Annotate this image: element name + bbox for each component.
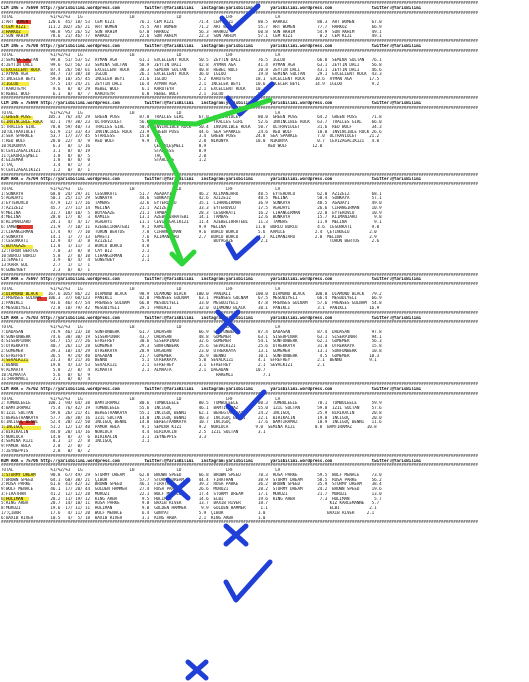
race-block <box>1 39 528 96</box>
runner-row: 8:MURUZI 19.6 17/ 11/ 11 HOLIMAN 9.0 GOLDEN HAMMER 9.9 GOLDEN HAMMER 1.1 ELBI 2.1 <box>1 506 377 511</box>
runner-row: 3:FIRATHAN 41.2 12/ 12/ 28 MURUZI 22.1 WOLF MENACE 17.4 STORMY DREAM 17.1 MURUZI 21.7 MURUZI 13.0 <box>1 491 382 496</box>
separator-line: ################################################################################################################################################################################################# <box>1 282 478 287</box>
separator-line: ################################################################################################################################################################################################# <box>1 382 478 387</box>
runner-row: 12:TORUN BERTUS 7.0 3/ 8/ 8 CAY BIZ 2.1 <box>1 248 150 253</box>
runner-row: 5:UTREKKAYA 40.7 26/ 11/ 28 GÖMEMER 29.3 SUNFUNBERK 25.6 SEVALKIZI 25.6 UTREKKAYA 31.0 UTREKKAYA 15.8 <box>1 344 382 349</box>
runner-row: 2:GÖMEMER 39.3 10/ 14/ 29 UTREKKAYA 28.9 DAGADAN 23.0 UTREKKAYA 13.1 GÖMEMER 13.1 SUNFUNBERK 10.8 <box>1 348 382 353</box>
runner-row: 3:BIRIKACIN 44.0 20/ 14/ 16 NURLUCA 4.4 BIRIKACIN 2.5 IZIL SULTAN 3.1 <box>1 429 266 434</box>
runner-row: 1:AYMAN AGA 84.7 73/ 38/ 18 IGLOO 26.1 EXCELLENT ROCK 36.0 IGLOO 19.8 SEMINA SULTAN 29.1 EXCELLENT ROCK 43.3 <box>1 72 382 77</box>
runner-row: 10:NIKONYA 6.3 0/ 1/ 16 ÇEKURÇEŞMELI 0.9 RED WOLF 12.0 <box>1 143 323 148</box>
runner-row: 7:DADASAN 74.9 46/ 23/ 18 SUNFUNBERK 61.7 DADASAN 66.9 SUNFUNBERK 87.4 DADASAN 87.4 DADASAN 97.8 <box>1 329 382 334</box>
runner-row: 6:EFREFREY 36.5 9/ 24/ 40 DAGADAN 21.7 GÖMEMER 16.9 BENNU 10.1 SUNFUNBERK 4.5 GÖMEMER 10.3 <box>1 353 380 358</box>
runner-row: 9:WOLF MENACE 46.1 17/ 20/ 44 GOLDEN HAMMER 27.4 ROSA PARKE 26.6 MURUZI 20.2 STORMY DREAM 24.2 BROWN SPEED 19.6 <box>1 487 382 492</box>
runner-row: 1:TAÇ 1.4 0/ 1/ 3 <box>1 163 90 168</box>
runner-row: 7:ZEYNEPPIS 2.8 0/ 0/ 2 <box>1 448 90 453</box>
column-header: TOTAL %1/%2/%3 LG LB LD LRF LA <box>1 325 281 330</box>
runner-row: 17:ÇIBOR 17.6 4/ 11/ 20 WOLF MENACE 6.4 GÜNYAT 5.9 ÇIBOR 1.0 BAXIB RIVER 2.1 <box>1 510 375 515</box>
runner-row: 9:ALMAATA 5.8 2/ 0/ 4 ALMAATA 2.1 ALMAATA 2.1 DAGADAN 10.7 <box>1 367 266 372</box>
runner-row: 10:ALMAATA 5.6 0/ 6/ 9 HAREMLI 7.1 <box>1 372 271 377</box>
column-header: TOTAL %1/%2/%3 LG LB LD LRF LA <box>1 286 281 291</box>
runner-row: 7:CESURKATI 12.9 4/ 3/ 8 AZIZEIZ 5.9 BOYAGAZE 2.1 TORUN BERTUS 2.6 <box>1 239 380 244</box>
runner-row: 4:BAMTIRAMAZ 75.4 76/ 42/ 19 TUMBULEELE 55.6 INCIGÖÇ 46.1 BAMTIRAMAZ 55.0 IZIL SULTAN 59.0 IZIL SULTAN 57.6 <box>1 406 382 411</box>
runner-row: 1:STORMY DREAM 90.8 67/ 49/ 29 STORMY DREAM 62.8 BROWN SPEED 66.8 BROWN SPEED 70.3 ROSA PARKE 59.5 WOLF MENACE 73.0 <box>1 472 382 477</box>
race-rows <box>1 192 528 273</box>
runner-row: 2:CIHANGIRMAN 17.4 9/ 7/ 10 TORUN BERTUS 7.8 CIHANGIRMAN 9.6 BURCU BURCU 5.6 KAMILE 2.4 ÇETINOGLU 2.0 <box>1 229 377 234</box>
separator-line: ################################################################################################################################################################################################# <box>1 10 478 15</box>
separator-line: ################################################################################################################################################################################################# <box>1 320 478 325</box>
race-rows <box>1 330 528 382</box>
runner-row: 7:BROWN SPEED 64.1 60/ 30/ 21 ÇIBOR 57.7 STORMY DREAM 44.4 FIRATHAN 38.9 STORMY DREAM 58.5 ROSA PARKE 56.2 <box>1 477 382 482</box>
separator-line: ################################################################################################################################################################################################# <box>1 105 478 110</box>
runner-row: 6:TAMBAS 21.9 7/ 10/ 11 AZEBELIRHATEBI 9.1 KAMILE 9.9 MELINA 11.0 BURCU BURCU 4.6 CESURKATI 9.0 <box>1 224 380 229</box>
runner-row: 4:SISERPINAR 64.7 15/ 27/ 26 EFREFREY 30.6 SISERPINAR 32.6 GÖMEMER 54.1 SUNFUNBERK 62.1 GÖMEMER 56.3 <box>1 339 382 344</box>
separator-line: ################################################################################################################################################################################################# <box>1 391 478 396</box>
column-header: TOTAL %1/%2/%3 LG LB LD LRF LA <box>1 396 281 401</box>
runner-row: 6:EXCELLENT ROCK 87.4 26/ 50/ 61 EXCELLENT ROCK 38.3 SEMINA SULTAN 40.8 REBEL WOLF 20.8 ZEYTIN DALI 43.1 ZEYTIN DALI 46.6 <box>1 67 382 72</box>
runner-row: 8:IZIL SULTAN 59.8 26/ 21/ 41 BEREGTAANKAYA 55.1 INCIGÖÇ BENNI 62.1 BEREGTAANKAYA 24.2 INCIGÖÇ 25.9 BIRIKACIN 20.8 <box>1 410 382 415</box>
runner-row: 1:INCIGÖÇ 51.2 12/ 13/ 40 PAMUR ABLA 9.1 SEMINA KIZI 9.2 NURLUCA 9.0 SEMINA KIZI 0.8 BAMTIRAMAZ 10.8 <box>1 425 377 430</box>
blue-cross-mark-4 <box>188 662 206 678</box>
separator-line: ################################################################################################################################################################################################# <box>1 48 478 53</box>
runner-row: 9:GÜNEYBEY 2.3 0/ 0/ 1 <box>1 267 90 272</box>
separator-line: ################################################################################################################################################################################################# <box>1 310 478 315</box>
race-header: CIM ING = 75700 http://yarisbilimi.wordpress.com twitter:@YarisBilimi instagram:yarisbilimi yarisbilimi.wordpress.com twitter:@YarisBilimi <box>1 43 422 48</box>
runner-row: 5:TRALLES GIRL 78.8 59/ 40/ 73 TRALLES GIRL 50.4 INVINCIBLE ROCK 50.4 INVINCIBLE ROCK 50.7 ULTRAVIOLET 31.6 RED WOLF 34.3 <box>1 124 382 129</box>
runner-row: 5:AGADAYI 50.1 25/ 11/ 29 SONKAYA 44.6 SONKAYA 42.6 AZIZEIZ 40.5 MELINA 50.4 SONKAYA 57.1 <box>1 196 382 201</box>
runner-row: 8:SUNFUNBERK 74.6 38/ 30/ 19 SISERPINAR 43.7 DADASAN 48.8 GÖMEMER 63.1 SISERPINAR 63.1 SISERPINAR 94.1 <box>1 334 382 339</box>
runner-row: 6:INCIGÖÇ BENNI 52.4 20/ 22/ 50 INCIGÖÇ BENNI 14.0 BEREGTAANKAYA 10.7 INCIGÖÇ 17.6 BAMTIRAMAZ 10.9 INCIGÖÇ BENNI 11.6 <box>1 420 382 425</box>
runner-row: 9:PAMUR ABLA 2.8 2/ 0/ 2 <box>1 444 90 449</box>
runner-row: 4:GIZEMAR 1.8 0/ 0/ 0 STARLESS 1.2 <box>1 158 207 163</box>
column-header: TOTAL %1/%2/%3 LG LB LD LRF LA <box>1 15 281 20</box>
runner-row: 11:EMAETI 3.9 0/ 4/ 4 GÜNEYBEY 2.1 <box>1 258 150 263</box>
separator-line: ################################################################################################################################################################################################# <box>1 1 478 5</box>
runner-row: 6:HOLIMAN 28.2 11/ 19/ 12 KING ARBA 9.5 HOLIMAN 14.6 ELBI 19.6 KING ARBA 7.3 HOLIMAN 5.7 <box>1 496 382 501</box>
separator-line: ################################################################################################################################################################################################# <box>1 272 478 277</box>
blue-cross-mark-3 <box>226 526 246 544</box>
race-block <box>1 454 528 521</box>
race-header: CIM ARA = 75697 http://yarisbilimi.wordpress.com twitter:@YarisBilimi instagram:yarisbilimi yarisbilimi.wordpress.com twitter:@YarisBilimi <box>1 277 422 282</box>
runner-row: 5:KING ARBA 20.7 14/ 10/ 11 ROSA PARKE 9.0 BAXIB RIVER 13.7 BAXIB RIVER 18.7 KIZ KARLEMANNE 5.7 <box>1 501 380 506</box>
runner-row: 7:AZIZEIZ 45.7 27/ 11/ 14 MELINA 21.1 AZIZEIZ 33.3 EYTEROVLU 17.5 AGADAYI 26.6 CIHANGIRMAN 10.9 <box>1 205 382 210</box>
runner-row: 5:BEREGTAANKAYA 57.7 36/ 38/ 16 IZIL SULTAN 14.0 INCIGÖÇ BENNI 40.3 INCIGÖÇ BENNI 22.1 BIRIKACIN 19.0 INCIGÖÇ 20.0 <box>1 415 382 420</box>
runner-row: 3:IGLOO 57.5 14/ 24/ 21 ZEYTIN DALI 16.4 AYMAN AGA 2.1 INCELER BEYI 10.6 INCELER BEYI 14.9 IGLOO 9.2 <box>1 82 380 87</box>
runner-row: 4:MESUDIYELI 72.8 10/ 79/ 42 MESUDIYELI 29.1 PANIKLI 32.0 DIAMOND BLACK 30.1 PANIKLI 3.1 PANIKLI 16.9 <box>1 306 380 310</box>
runner-row: 9:MELINA 31.7 18/ 10/ 5 BOYAGAZE 21.1 TAMBAS 28.3 CESURKATI 16.2 CIHANGIRMAN 22.0 EYTEROVLU 10.9 <box>1 210 382 215</box>
race-block <box>1 273 528 311</box>
runner-row: 4:CEM KIZI 111.2 102/ 26/ 21 ART WOMEN 75.5 ART WOMEN 71.2 ART WOMEN 55.7 ART WOMEN 77.7 HARKOZ 66.9 <box>1 24 382 29</box>
runner-row: 9:CEVIZAGACIKIZI 1.2 0/ 0/ 1 <box>1 167 90 172</box>
runner-row: 2:TUMBULEELE 100.1 94/ 64/ 38 BAMTIRAMAZ 80.6 TUMBULEELE 80.5 TUMBULEELE 80.3 TUMBULEELE 70.1 TUMBULEELE 59.9 <box>1 401 382 406</box>
race-rows <box>1 115 528 172</box>
column-header: TOTAL %1/%2/%3 LG LB LD LRF LA <box>1 110 281 115</box>
race-rows <box>1 401 528 453</box>
race-header: CIM ARA = 75702 http://yarisbilimi.wordpress.com twitter:@YarisBilimi instagram:yarisbilimi yarisbilimi.wordpress.com twitter:@YarisBilimi <box>1 387 422 392</box>
race-rows <box>1 473 528 521</box>
race-header: CIM ING = 75699 http://yarisbilimi.wordpress.com twitter:@YarisBilimi instagram:yarisbilimi yarisbilimi.wordpress.com twitter:@YarisBilimi <box>1 5 422 10</box>
runner-row: 4:SEMINA KIZI 8.3 1/ 2/ 8 INCIGÖÇ 2.1 <box>1 439 150 444</box>
runner-row: 3:SEVALKIZI 23.3 8/ 21/ 36 BENNU 5.1 UTREKKAYA 5.0 SEVALKIZI 4.1 EFREFREY 2.1 BENNU 9.1 <box>1 358 377 363</box>
separator-line: ################################################################################################################################################################################################# <box>1 520 478 525</box>
column-header: TOTAL %1/%2/%3 LG LB LD LRF LA <box>1 468 281 473</box>
runner-row: 6:BAXIB RIVER 10.5 4/ 5/ 18 BAXIB RIVER 3.1 KING ARBA 2.1 KING ARBA 1.0 <box>1 515 266 520</box>
runner-row: 8:CEVIZAGACIKIZI 3.1 0/ 0/ 19 STARLESS 0.9 <box>1 148 207 153</box>
runner-row: 3:DIAMOND BLACK 167.6 105/ 86/ 22 DIAMOND BLACK 98.9 DIAMOND BLACK 100.0 PANIKLI 100.0 DIAMOND BLACK 100.0 DIAMOND BLACK 79.2 <box>1 291 382 296</box>
runner-row: 5:INCELER BEYI 59.0 10/ 35/ 45 INCELER BEYI 21.6 IGLOO 5.2 KAROTEYR 18.1 EXCELLENT ROCK 10.6 AYMAN AGA 17.5 <box>1 77 380 82</box>
runner-row: 5:NURLUCA 14.0 8/ 3/ 6 BIRIKACIN 3.1 ZEYNEPPIS 3.3 <box>1 434 207 439</box>
race-block <box>1 173 528 273</box>
runner-row: 4:MELINA 28.0 17/ 8/ 3 KAMILE 13.1 AZEBELIRHATEBI 14.1 TAMBAS 12.6 BONKAYA 15.7 KLIMANJARO 9.8 <box>1 215 382 220</box>
separator-line: ################################################################################################################################################################################################# <box>1 463 478 468</box>
separator-line: ################################################################################################################################################################################################# <box>1 182 478 187</box>
runner-row: 2:SEMINA SULTAN 99.8 51/ 53/ 52 AYMAN AGA 61.1 EXCELLENT ROCK 50.5 ZEYTIN DALI 76.5 IGLOO 66.8 SEMINA SULTAN 76.1 <box>1 58 382 63</box>
runner-row: 1:SONKAYA 68.0 24/ 29/ 31 CESURKATI 51.7 AGADAYI 46.2 KLIMANJARO 48.5 EYTEROVLU 62.0 AZIZEIZ 68.1 <box>1 191 382 196</box>
race-header: KUM ARA = 75706 http://yarisbilimi.wordpress.com twitter:@YarisBilimi instagram:yarisbilimi yarisbilimi.wordpress.com twitter:@YarisBilimi <box>1 458 422 463</box>
runner-row: 10:ULTRAVIOLET 61.9 21/ 33/ 43 INVINCIBLE ROCK 23.9 GREEN PUSS 44.6 SEA SPARKLE 24.6 RED WOLF 10.0 INVINCIBLE ROCK 26.6 <box>1 129 382 134</box>
results-sheet <box>1 1 528 525</box>
runner-row: 7:KAROTEYR 9.6 0/ 0/ 29 REBEL WOLF 6.1 KAROTEYR 2.1 EXCELLENT ROCK 10.2 <box>1 86 266 91</box>
column-header: TOTAL %1/%2/%3 LG LB LD LRF LA <box>1 186 281 191</box>
runner-row: 3:SONKAYA 14.1 1/ 7/ 13 EMAETI 7.6 KLIMANJARO 2.7 BURCU BURCU 4.2 KLIMANJARO 2.0 MELINA 2.9 <box>1 234 377 239</box>
column-header: TOTAL %1/%2/%3 LG LB LD LRF LA <box>1 53 281 58</box>
runner-row: 10:BURCU BURCU 5.8 2/ 0/ 10 CIHANGIRMAN 2.1 <box>1 253 150 258</box>
race-rows <box>1 20 528 39</box>
race-rows <box>1 292 528 311</box>
runner-row: 1:PANIKLI 93.6 46/ 47/ 54 PRENSES GÜLNAM 66.8 MESUDIYELI 33.0 MESUDIYELI 47.8 PRENSES GÜLNAM 57.6 PRENSES GÜLNAM 54.8 <box>1 301 382 306</box>
runner-row: 3:SEA SPARKLE 53.7 17/ 37/ 45 STARLESS 15.0 TAÇ 3.4 GREEN PUSS 24.8 SEA SPARKLE 7.0 ULTRAVIOLET 21.2 <box>1 134 380 139</box>
runner-row: 7:RED WOLF 28.0 22/ 4/ 9 RED WOLF 9.9 TAÇ 2.8 NIKONYA 18.0 NIKONYA 0.7 CEVIZAGACIKIZI 4.0 <box>1 139 380 144</box>
runner-row: 2:ROSA PARKE 61.6 41/ 42/ 32 BROWN SPEED 46.1 FIRATHAN 39.2 ROSA PARKE 36.2 BROWN SPEED 35.9 STORMY DREAM 38.4 <box>1 482 382 487</box>
runner-row: 5:BOYAGAZE 11.8 1/ 11/ 3 BURCU BURCU 4.8 <box>1 244 150 249</box>
runner-row: 6:INVINCIBLE ROCK 82.1 79/ 30/ 23 ULTRAVIOLET 56.6 SEA SPARKLE 65.9 TRALLES GIRL 52.6 INVINCIBLE ROCK 63.7 TRALLES GIRL 66.0 <box>1 120 382 125</box>
runner-row: 8:REBEL WOLF 6.1 0/ 0/ 7 KAROTEYR 6.0 REBEL WOLF 2.1 IGLOO 8.1 <box>1 91 266 96</box>
runner-row: 2:GREEN PUSS 105.3 76/ 34/ 29 GREEN PUSS 87.0 TRALLES GIRL 67.0 ULTRAVIOLET 80.0 GREEN PUSS 64.2 GREEN PUSS 71.8 <box>1 115 382 120</box>
separator-line: ################################################################################################################################################################################################# <box>1 39 478 44</box>
race-block <box>1 311 528 382</box>
runner-row: 2:PRENSES GÜLNAM 106.3 37/ 60/123 PANIKLI 82.0 PRENSES GÜLNAM 63.1 PRENSES GÜLNAM 67.5 MESUDIYELI 66.4 MESUDIYELI 66.9 <box>1 296 382 301</box>
race-header: CIM ING = 75699 http://yarisbilimi.wordpress.com twitter:@YarisBilimi instagram:yarisbilimi yarisbilimi.wordpress.com twitter:@YarisBilimi <box>1 101 422 106</box>
race-block <box>1 96 528 172</box>
race-block <box>1 382 528 453</box>
runner-row: 4:ZEYTIN DALI 99.6 62/ 56/ 33 SEMINA SULTAN 58.9 ZEYTIN DALI 42.8 AYMAN AGA 41.4 AYMAN AGA 63.1 ZEYTIN DALI 56.8 <box>1 62 382 67</box>
race-rows <box>1 58 528 96</box>
runner-row: 8:KLIMANJARO 24.1 4/ 4/ 17 AGADAYI 11.1 CEVIZAGACIKIZI 11.4 AZEBELIRHATEBI 11.3 TAMBAS 11.9 MELINA 9.1 <box>1 220 382 225</box>
race-header: KUM ARA = 75704 http://yarisbilimi.wordpress.com twitter:@YarisBilimi instagram:yarisbilimi yarisbilimi.wordpress.com twitter:@YarisBilimi <box>1 177 422 182</box>
runner-row: 2:SON AKHIM 78.6 21/ 46/ 77 HARKOZ 22.6 SON AKHIM 22.3 SON AKHIM 57.1 CEM KIZI 0.2 CEM KIZI 49.1 <box>1 34 382 39</box>
race-header: CIM ARA = 75703 http://yarisbilimi.wordpress.com twitter:@YarisBilimi instagram:yarisbilimi yarisbilimi.wordpress.com twitter:@YarisBilimi <box>1 315 422 320</box>
runner-row: 1:ART WOMEN 120.6 45/ 18/ 53 CEM KIZI 76.1 CEM KIZI 71.4 CEM KIZI 80.5 HARKOZ 88.3 ART WOMEN 67.0 <box>1 20 382 25</box>
runner-row: 11:ÇEKURÇEŞMELI 1.8 0/ 0/ 5 TAÇ 2.0 <box>1 153 207 158</box>
separator-line: ################################################################################################################################################################################################# <box>1 172 478 177</box>
runner-row: 13:KARA GUL 2.7 1/ 1/ 1 <box>1 263 90 268</box>
runner-row: 11:HARKMALI 2.1 0/ 0/ 4 <box>1 377 90 382</box>
runner-row: 1:BENNU 19.8 4/ 13/ 53 SEVALKIZI 2.1 EFREFREY 3.1 EFREFREY 2.1 SEVALKIZI 2.1 <box>1 363 325 368</box>
race-block <box>1 1 528 39</box>
separator-line: ################################################################################################################################################################################################# <box>1 453 478 458</box>
separator-line: ################################################################################################################################################################################################# <box>1 96 478 101</box>
runner-row: 3:EYTEROVLU 47.9 12/ 17/ 16 TAMBAS 32.6 EYTEROVLU 35.1 CIHANGIRMAN 36.9 SONKAYA 48.5 AGADAYI 49.0 <box>1 201 382 206</box>
runner-row: 3:HARKOZ 98.8 95/ 26/ 52 SON AKHIM 67.0 HARKOZ 56.3 HARKOZ 60.8 SON AKHIM 54.9 SON AKHIM 49.1 <box>1 29 382 34</box>
blue-check-mark-5 <box>226 562 270 600</box>
